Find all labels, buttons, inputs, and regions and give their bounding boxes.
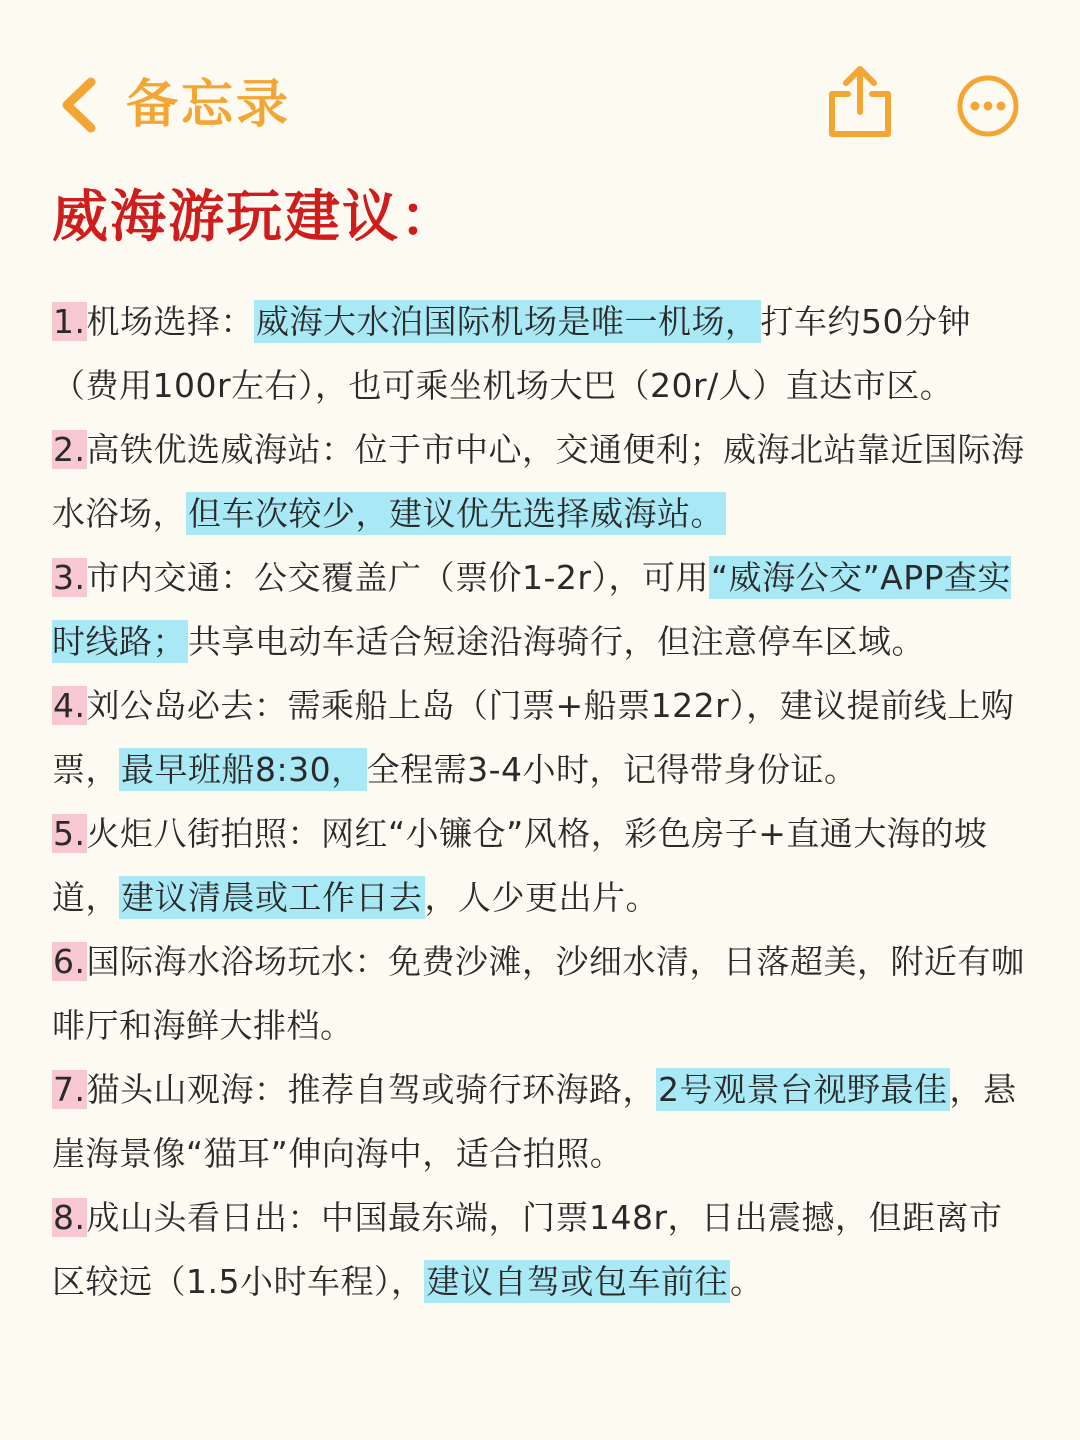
list-item bbox=[52, 418, 1027, 546]
item-text: 火炬八街拍照：网红“小镰仓”风格，彩色房子+直通大海的坡道， bbox=[52, 814, 988, 917]
item-text: 成山头看日出：中国最东端，门票148r，日出震撼，但距离市区较远（1.5小时车程）， bbox=[52, 1198, 1003, 1301]
item-text: 全程需3-4小时，记得带身份证。 bbox=[366, 750, 858, 789]
highlighted-text: 最早班船8:30， bbox=[121, 750, 365, 789]
share-icon bbox=[822, 64, 898, 140]
item-text: ，人少更出片。 bbox=[424, 878, 659, 917]
more-button[interactable] bbox=[956, 74, 1020, 142]
item-text: 打车约50分钟（费用100r左右），也可乘坐机场大巴（20r/人）直达市区。 bbox=[52, 302, 971, 405]
note-title: 威海游玩建议： bbox=[52, 185, 458, 250]
item-text: 机场选择： bbox=[86, 302, 254, 341]
highlighted-text: 建议清晨或工作日去 bbox=[121, 878, 423, 917]
item-text: 国际海水浴场玩水：免费沙滩，沙细水清，日落超美，附近有咖啡厅和海鲜大排档。 bbox=[52, 942, 1025, 1045]
list-item bbox=[52, 802, 1027, 930]
item-number: 4. bbox=[53, 686, 86, 725]
item-text: 市内交通：公交覆盖广（票价1-2r），可用 bbox=[86, 558, 709, 597]
item-number: 2. bbox=[53, 430, 86, 469]
highlighted-text: 2号观景台视野最佳 bbox=[658, 1070, 948, 1109]
item-number: 7. bbox=[53, 1070, 86, 1109]
item-number: 8. bbox=[53, 1198, 86, 1237]
highlighted-text: 但车次较少，建议优先选择威海站。 bbox=[188, 494, 724, 533]
tips-list bbox=[52, 290, 1027, 1314]
item-number: 1. bbox=[53, 302, 86, 341]
highlighted-text: “威海公交”APP查实时线路； bbox=[52, 558, 1012, 661]
list-item bbox=[52, 674, 1027, 802]
list-item bbox=[52, 546, 1027, 674]
highlighted-text: 威海大水泊国际机场是唯一机场， bbox=[256, 302, 759, 341]
item-text: 高铁优选威海站：位于市中心，交通便利；威海北站靠近国际海水浴场， bbox=[52, 430, 1025, 533]
list-item bbox=[52, 930, 1027, 1058]
list-item bbox=[52, 1058, 1027, 1186]
list-item bbox=[52, 1186, 1027, 1314]
item-text: 共享电动车适合短途沿海骑行，但注意停车区域。 bbox=[188, 622, 925, 661]
item-text: 猫头山观海：推荐自驾或骑行环海路， bbox=[86, 1070, 656, 1109]
back-label: 备忘录 bbox=[126, 75, 292, 135]
list-item bbox=[52, 290, 1027, 418]
share-button[interactable] bbox=[822, 64, 898, 144]
back-button[interactable] bbox=[58, 70, 291, 140]
item-number: 5. bbox=[53, 814, 86, 853]
more-icon bbox=[956, 74, 1020, 138]
item-text: ，悬崖海景像“猫耳”伸向海中，适合拍照。 bbox=[52, 1070, 1017, 1173]
item-text: 刘公岛必去：需乘船上岛（门票+船票122r），建议提前线上购票， bbox=[52, 686, 1015, 789]
navigation-bar bbox=[0, 0, 1080, 160]
highlighted-text: 建议自驾或包车前往 bbox=[426, 1262, 728, 1301]
item-number: 3. bbox=[53, 558, 86, 597]
item-text: 。 bbox=[729, 1262, 764, 1301]
chevron-left-icon bbox=[58, 77, 98, 133]
item-number: 6. bbox=[53, 942, 86, 981]
